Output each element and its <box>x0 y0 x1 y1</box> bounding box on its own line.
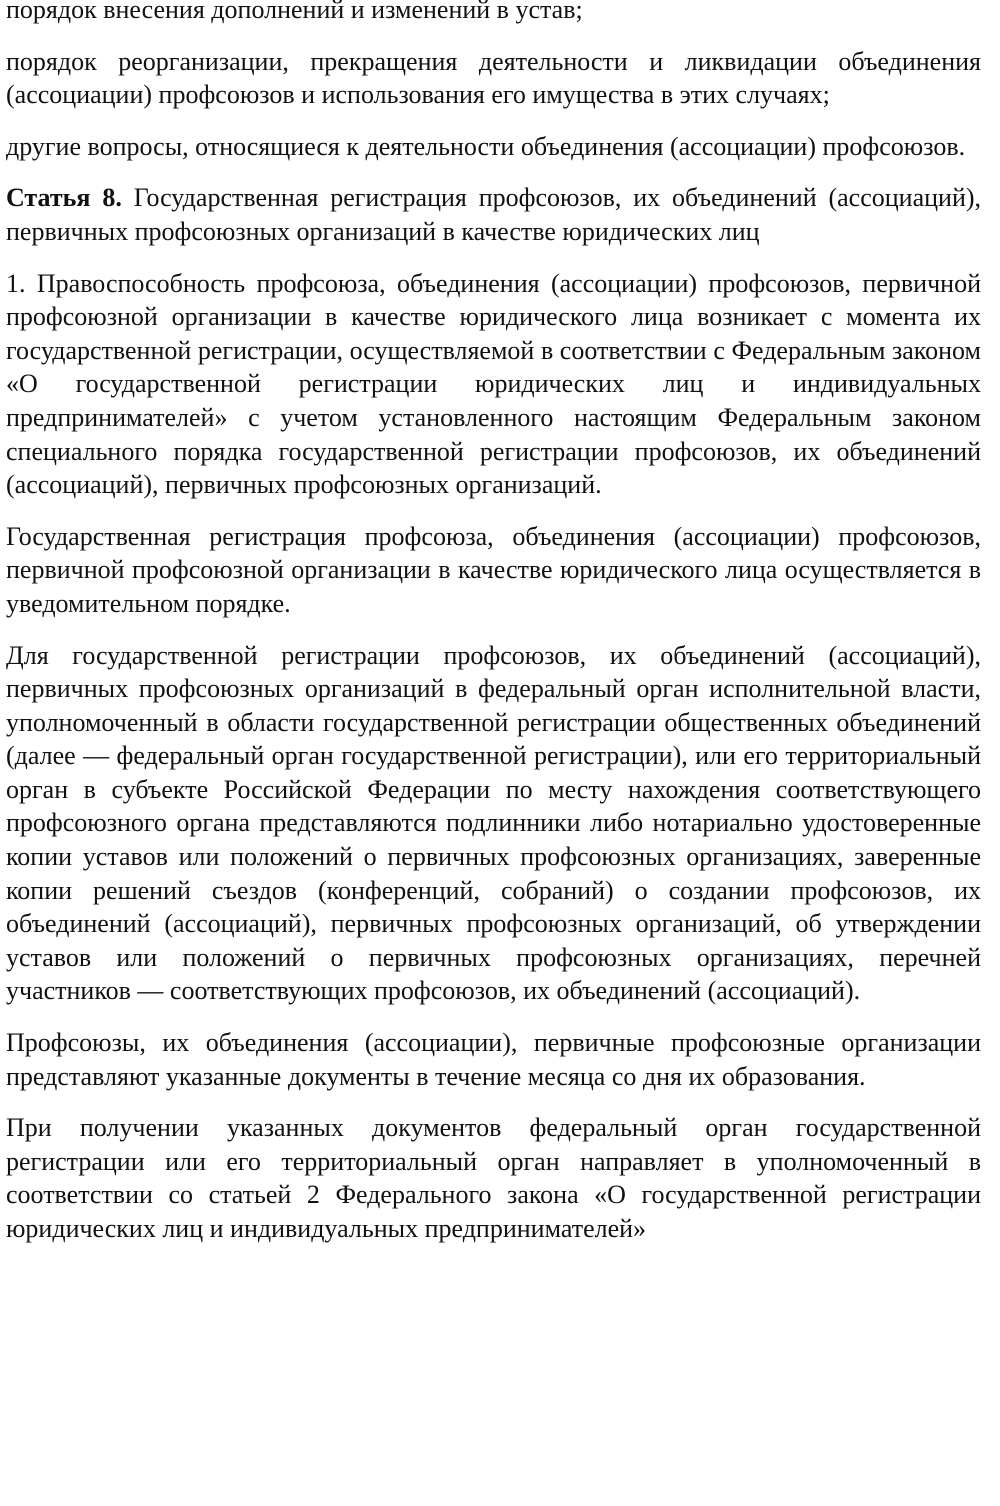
paragraph-notification-order: Государственная регистрация профсоюза, объединения (ассоциации) профсоюзов, первичной профсоюзной организации в качестве юридического лица осуществляется в уведомительном порядке. <box>6 521 981 618</box>
paragraph-reorganization: порядок реорганизации, прекращения деятельности и ликвидации объединения (ассоциации) профсоюзов и использования его имущества в этих случаях; <box>6 46 981 110</box>
paragraph-receipt-of-documents: При получении указанных документов федеральный орган государственной регистрации или его территориальный орган направляет в уполномоченный в соответствии со статьей 2 Федерального закона «О государственной регистрации юридических лиц и индивидуальных предпринимателей» <box>6 1113 981 1243</box>
paragraph-registration-documents: Для государственной регистрации профсоюзов, их объединений (ассоциаций), первичных профсоюзных организаций в федеральный орган исполнительной власти, уполномоченный в области государственной регистрации общественных объединений (далее — федеральный орган государственной регистрации), или его территориальный орган в субъекте Российской Федерации по месту нахождения соответствующего профсоюзного органа представляются подлинники либо нотариально удостоверенные копии уставов или положений о первичных профсоюзных организациях, заверенные копии решений съездов (конференций, собраний) о создании профсоюзов, их объединений (ассоциаций), первичных профсоюзных организаций, об утверждении уставов или положений о первичных профсоюзных организациях, перечней участников — соответствующих профсоюзов, их объединений (ассоциаций). <box>6 640 981 1006</box>
paragraph-charter-amendments: порядок внесения дополнений и изменений в устав; <box>6 0 583 24</box>
article-title: Государственная регистрация профсоюзов, их объединений (ассоциаций), первичных профсоюзных организаций в качестве юридических лиц <box>6 183 982 246</box>
paragraph-legal-capacity: 1. Правоспособность профсоюза, объединения (ассоциации) профсоюзов, первичной профсоюзной организации в качестве юридического лица возникает с момента их государственной регистрации, осуществляемой в соответствии с Федеральным законом «О государственной регистрации юридических лиц и индивидуальных предпринимателей» с учетом установленного настоящим Федеральным законом специального порядка государственной регистрации профсоюзов, их объединений (ассоциаций), первичных профсоюзных организаций. <box>6 268 981 500</box>
article-number: Статья 8. <box>6 183 122 213</box>
article-heading <box>6 181 981 248</box>
paragraph-submission-deadline: Профсоюзы, их объединения (ассоциации), первичные профсоюзные организации представляют указанные документы в течение месяца со дня их образования. <box>6 1028 981 1091</box>
document-page <box>6 0 981 1264</box>
paragraph-other-questions: другие вопросы, относящиеся к деятельности объединения (ассоциации) профсоюзов. <box>6 131 966 161</box>
